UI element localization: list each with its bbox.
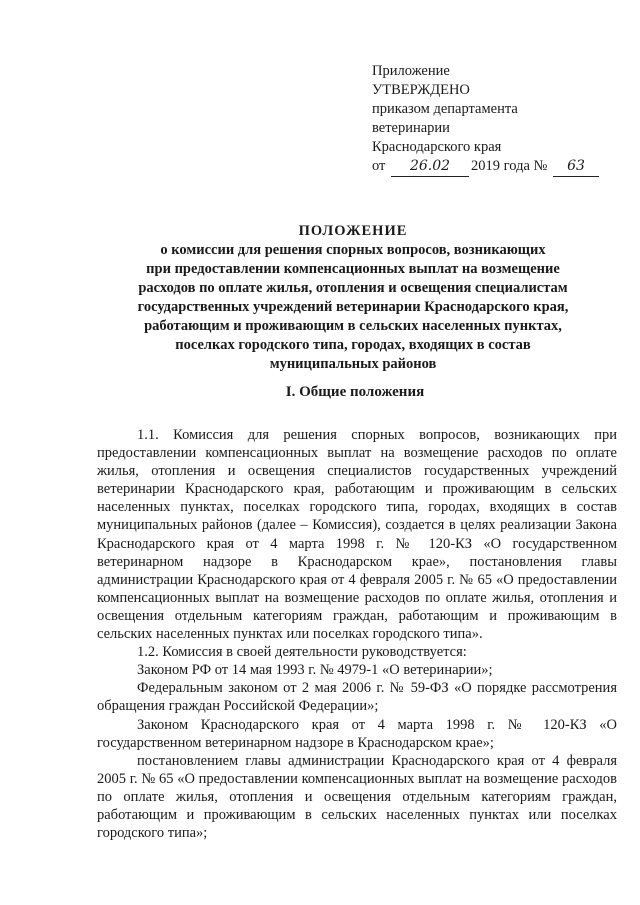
title-line: расходов по оплате жилья, отопления и освещения специалистам xyxy=(138,280,568,296)
approved-label: УТВЕРЖДЕНО xyxy=(372,82,470,98)
order-date-line xyxy=(372,157,599,177)
date-suffix: 2019 года № xyxy=(471,158,548,174)
law-item: постановлением главы администрации Краснодарского края от 4 февраля 2005 г. № 65 «О предоставлении компенсационных выплат на возмещение расходов по оплате жилья, отопления и освещения отдельным категориям граждан, работающим и проживающим в сельских населенных пунктах или поселках городского типа»; xyxy=(97,752,617,842)
title-line: государственных учреждений ветеринарии Краснодарского края, xyxy=(137,299,569,315)
title-line: муниципальных районов xyxy=(269,356,437,372)
title-line: при предоставлении компенсационных выплат на возмещение xyxy=(146,261,560,277)
title-heading: ПОЛОЖЕНИЕ xyxy=(298,223,408,239)
law-item: Законом Краснодарского края от 4 марта 1998 г. № 120-КЗ «О государственном ветеринарном надзоре в Краснодарском крае»; xyxy=(97,716,617,751)
document-body xyxy=(97,426,617,842)
section-heading: I. Общие положения xyxy=(285,384,425,400)
order-line-2: ветеринарии xyxy=(372,120,450,136)
law-item: Законом РФ от 14 мая 1993 г. № 4979-1 «О ветеринарии»; xyxy=(137,662,493,679)
title-line: о комиссии для решения спорных вопросов, возникающих xyxy=(160,242,546,258)
paragraph-1-1: 1.1. Комиссия для решения спорных вопросов, возникающих при предоставлении компенсационных выплат на возмещение расходов по оплате жилья, отопления и освещения специалистов государственных учреждений ветеринарии Краснодарского края, работающим и проживающим в сельских населенных пунктах, поселках городского типа, городах, входящих в состав муниципальных районов (далее – Комиссия), создается в целях реализации Закона Краснодарского края от 4 марта 1998 г. № 120-КЗ «О государственном ветеринарном надзоре в Краснодарском крае», постановления главы администрации Краснодарского края от 4 февраля 2005 г. № 65 «О предоставлении компенсационных выплат на возмещение расходов по оплате жилья, отопления и освещения отдельным категориям граждан, работающим и проживающим в сельских населенных пунктах или поселках городского типа». xyxy=(97,427,617,643)
order-line-1: приказом департамента xyxy=(372,101,518,117)
date-prefix: от xyxy=(372,158,386,174)
law-item: Федеральным законом от 2 мая 2006 г. № 59-ФЗ «О порядке рассмотрения обращения граждан Российской Федерации»; xyxy=(97,680,617,715)
title-line: работающим и проживающим в сельских населенных пунктах, xyxy=(144,318,562,334)
approval-block xyxy=(372,62,599,177)
title-line: поселках городского типа, городах, входящих в состав xyxy=(175,337,531,353)
handwritten-date: 26.02 xyxy=(391,157,469,177)
document-title xyxy=(118,222,588,374)
handwritten-order-number: 63 xyxy=(553,157,599,177)
paragraph-1-2: 1.2. Комиссия в своей деятельности руководствуется: xyxy=(137,644,467,661)
order-line-3: Краснодарского края xyxy=(372,139,502,155)
appendix-label: Приложение xyxy=(372,63,450,79)
